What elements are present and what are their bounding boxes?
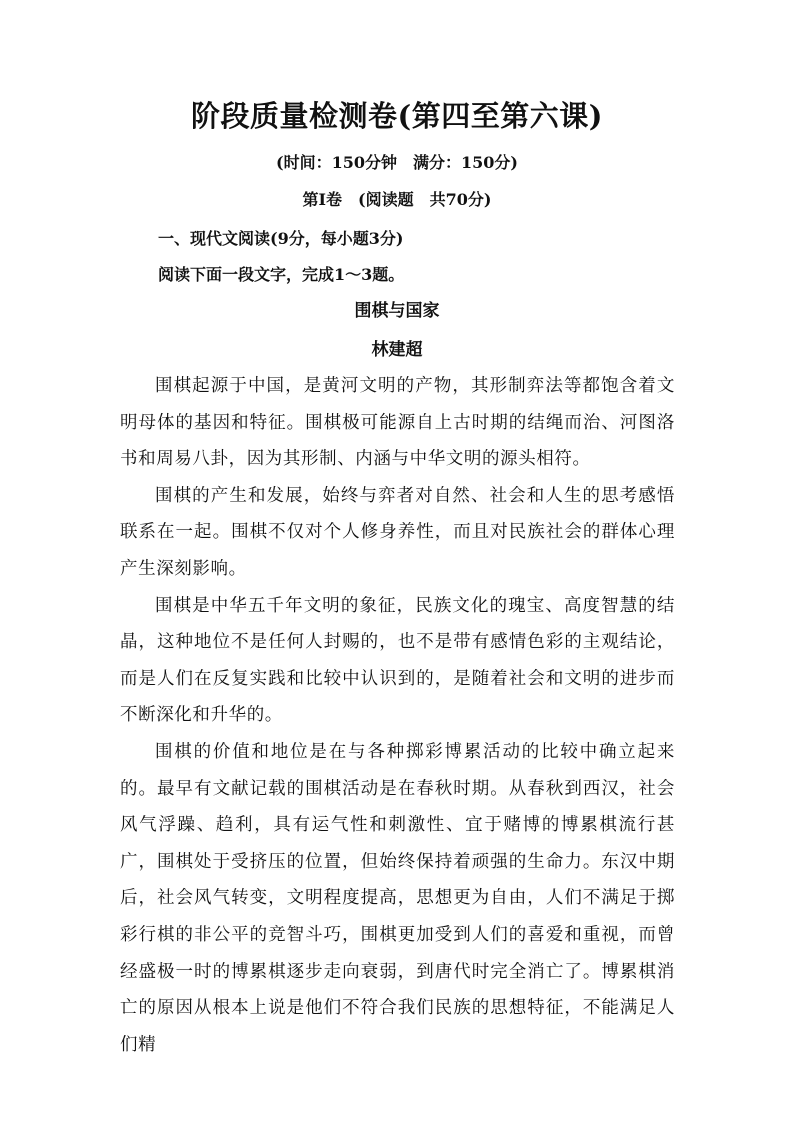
article-paragraph: 围棋的产生和发展，始终与弈者对自然、社会和人生的思考感悟联系在一起。围棋不仅对个人修身养性，而且对民族社会的群体心理产生深刻影响。: [120, 485, 675, 579]
reading-instruction: 阅读下面一段文字，完成1～3题。: [158, 265, 405, 284]
exam-title: 阶段质量检测卷(第四至第六课): [191, 99, 603, 133]
article-paragraph: 围棋的价值和地位是在与各种掷彩博累活动的比较中确立起来的。最早有文献记载的围棋活动是在春秋时期。从春秋到西汉，社会风气浮躁、趋利，具有运气性和刺激性、宜于赌博的博累棋流行甚广，围棋处于受挤压的位置，但始终保持着顽强的生命力。东汉中期后，社会风气转变，文明程度提高，思想更为自由，人们不满足于掷彩行棋的非公平的竞智斗巧，围棋更加受到人们的喜爱和重视，而曾经盛极一时的博累棋逐步走向衰弱，到唐代时完全消亡了。博累棋消亡的原因从根本上说是他们不符合我们民族的思想特征，不能满足人们精: [120, 741, 675, 1055]
article-paragraph: 围棋起源于中国，是黄河文明的产物，其形制弈法等都饱含着文明母体的基因和特征。围棋极可能源自上古时期的结绳而治、河图洛书和周易八卦，因为其形制、内涵与中华文明的源头相符。: [120, 376, 675, 470]
article-author: 林建超: [371, 340, 423, 360]
article-paragraph: 围棋是中华五千年文明的象征，民族文化的瑰宝、高度智慧的结晶，这种地位不是任何人封赐的，也不是带有感情色彩的主观结论，而是人们在反复实践和比较中认识到的，是随着社会和文明的进步而不断深化和升华的。: [120, 595, 675, 726]
exam-time-score: (时间：150分钟 满分：150分): [276, 153, 518, 172]
article-title: 围棋与国家: [354, 301, 440, 321]
exam-part-heading: 第Ⅰ卷 (阅读题 共70分): [302, 190, 492, 209]
section-heading: 一、现代文阅读(9分，每小题3分): [158, 229, 404, 248]
article-body: [120, 368, 675, 1063]
